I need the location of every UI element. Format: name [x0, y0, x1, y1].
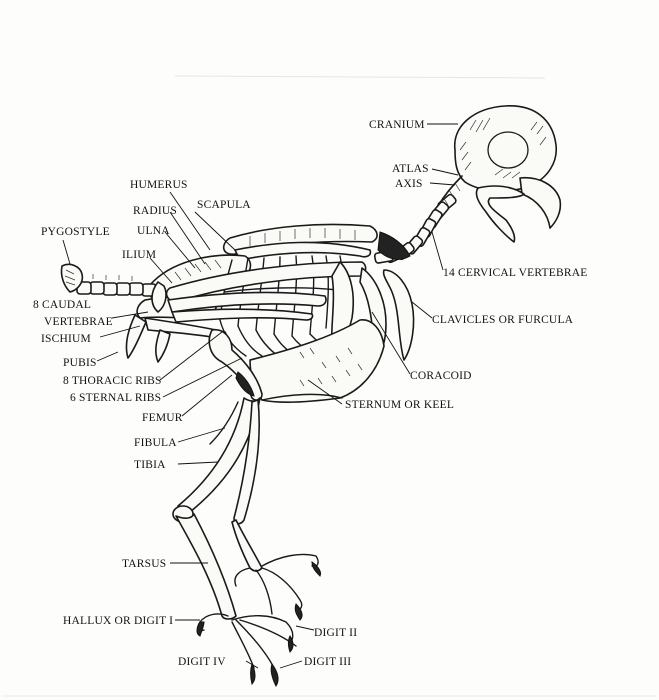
- label-coracoid: CORACOID: [410, 370, 472, 382]
- label-cranium: CRANIUM: [369, 119, 425, 131]
- label-radius: RADIUS: [133, 205, 178, 217]
- label-pubis: PUBIS: [63, 357, 97, 369]
- page-fold-line: [175, 76, 545, 78]
- label-tibia: TIBIA: [134, 459, 166, 471]
- label-axis: AXIS: [395, 178, 423, 190]
- furcula-bone: [384, 270, 414, 360]
- label-caudal-line2: VERTEBRAE: [44, 316, 113, 328]
- radius-bone: [172, 309, 313, 322]
- label-ilium: ILIUM: [122, 249, 157, 261]
- label-fibula: FIBULA: [134, 437, 177, 449]
- label-atlas: ATLAS: [392, 163, 429, 175]
- label-scapula: SCAPULA: [197, 199, 251, 211]
- tarsus-bone: [176, 514, 236, 619]
- foot-bones: [197, 614, 296, 686]
- caudal-vertebrae: [77, 274, 156, 296]
- label-caudal-line1: 8 CAUDAL: [33, 299, 92, 311]
- label-ischium: ISCHIUM: [41, 333, 91, 345]
- label-digit-iv: DIGIT IV: [178, 656, 226, 668]
- label-femur: FEMUR: [142, 412, 183, 424]
- label-hallux: HALLUX OR DIGIT I: [63, 615, 174, 627]
- label-sternal-ribs: 6 STERNAL RIBS: [70, 392, 162, 404]
- cranium-bone: [455, 106, 557, 191]
- label-humerus: HUMERUS: [130, 179, 188, 191]
- label-thoracic-ribs: 8 THORACIC RIBS: [63, 375, 162, 387]
- label-sternum: STERNUM OR KEEL: [345, 399, 455, 411]
- label-clavicles: CLAVICLES OR FURCULA: [432, 314, 574, 326]
- sternum-keel: [250, 320, 384, 402]
- label-digit-iii: DIGIT III: [304, 656, 352, 668]
- label-cervical-vertebrae: 14 CERVICAL VERTEBRAE: [443, 267, 588, 279]
- label-pygostyle: PYGOSTYLE: [41, 226, 110, 238]
- label-ulna: ULNA: [137, 225, 170, 237]
- label-digit-ii: DIGIT II: [314, 627, 358, 639]
- label-tarsus: TARSUS: [122, 558, 167, 570]
